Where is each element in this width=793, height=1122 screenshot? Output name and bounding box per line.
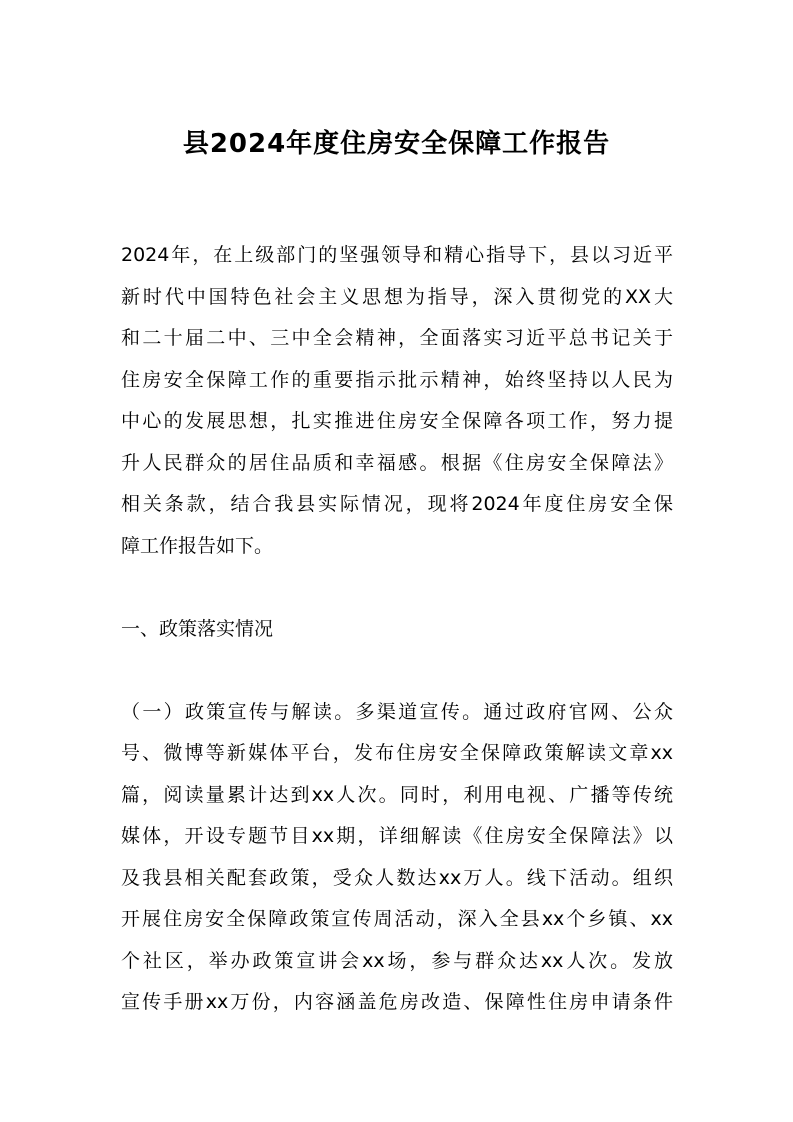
intro-line: 相关条款，结合我县实际情况，现将2024年度住房安全保 — [121, 493, 673, 515]
intro-line: 2024年，在上级部门的坚强领导和精心指导下，县以习近平 — [121, 244, 673, 266]
intro-line: 新时代中国特色社会主义思想为指导，深入贯彻党的XX大 — [121, 286, 673, 308]
document-title: 县2024年度住房安全保障工作报告 — [182, 129, 611, 159]
intro-line: 和二十届二中、三中全会精神，全面落实习近平总书记关于 — [121, 327, 673, 349]
intro-line: 障工作报告如下。 — [121, 535, 274, 557]
body-line: 个社区，举办政策宣讲会xx场，参与群众达xx人次。发放 — [121, 950, 673, 972]
intro-line: 升人民群众的居住品质和幸福感。根据《住房安全保障法》 — [121, 452, 673, 474]
body-line: 号、微博等新媒体平台，发布住房安全保障政策解读文章xx — [121, 742, 673, 764]
body-line: 及我县相关配套政策，受众人数达xx万人。线下活动。组织 — [121, 867, 673, 889]
intro-line: 中心的发展思想，扎实推进住房安全保障各项工作，努力提 — [121, 410, 673, 432]
body-line: 篇，阅读量累计达到xx人次。同时，利用电视、广播等传统 — [121, 784, 673, 806]
intro-line: 住房安全保障工作的重要指示批示精神，始终坚持以人民为 — [121, 369, 673, 391]
body-line: （一）政策宣传与解读。多渠道宣传。通过政府官网、公众 — [121, 701, 673, 723]
body-line: 开展住房安全保障政策宣传周活动，深入全县xx个乡镇、xx — [121, 908, 673, 930]
body-line: 宣传手册xx万份，内容涵盖危房改造、保障性住房申请条件 — [121, 991, 673, 1013]
body-line: 媒体，开设专题节目xx期，详细解读《住房安全保障法》以 — [121, 825, 673, 847]
section-heading: 一、政策落实情况 — [121, 618, 274, 640]
